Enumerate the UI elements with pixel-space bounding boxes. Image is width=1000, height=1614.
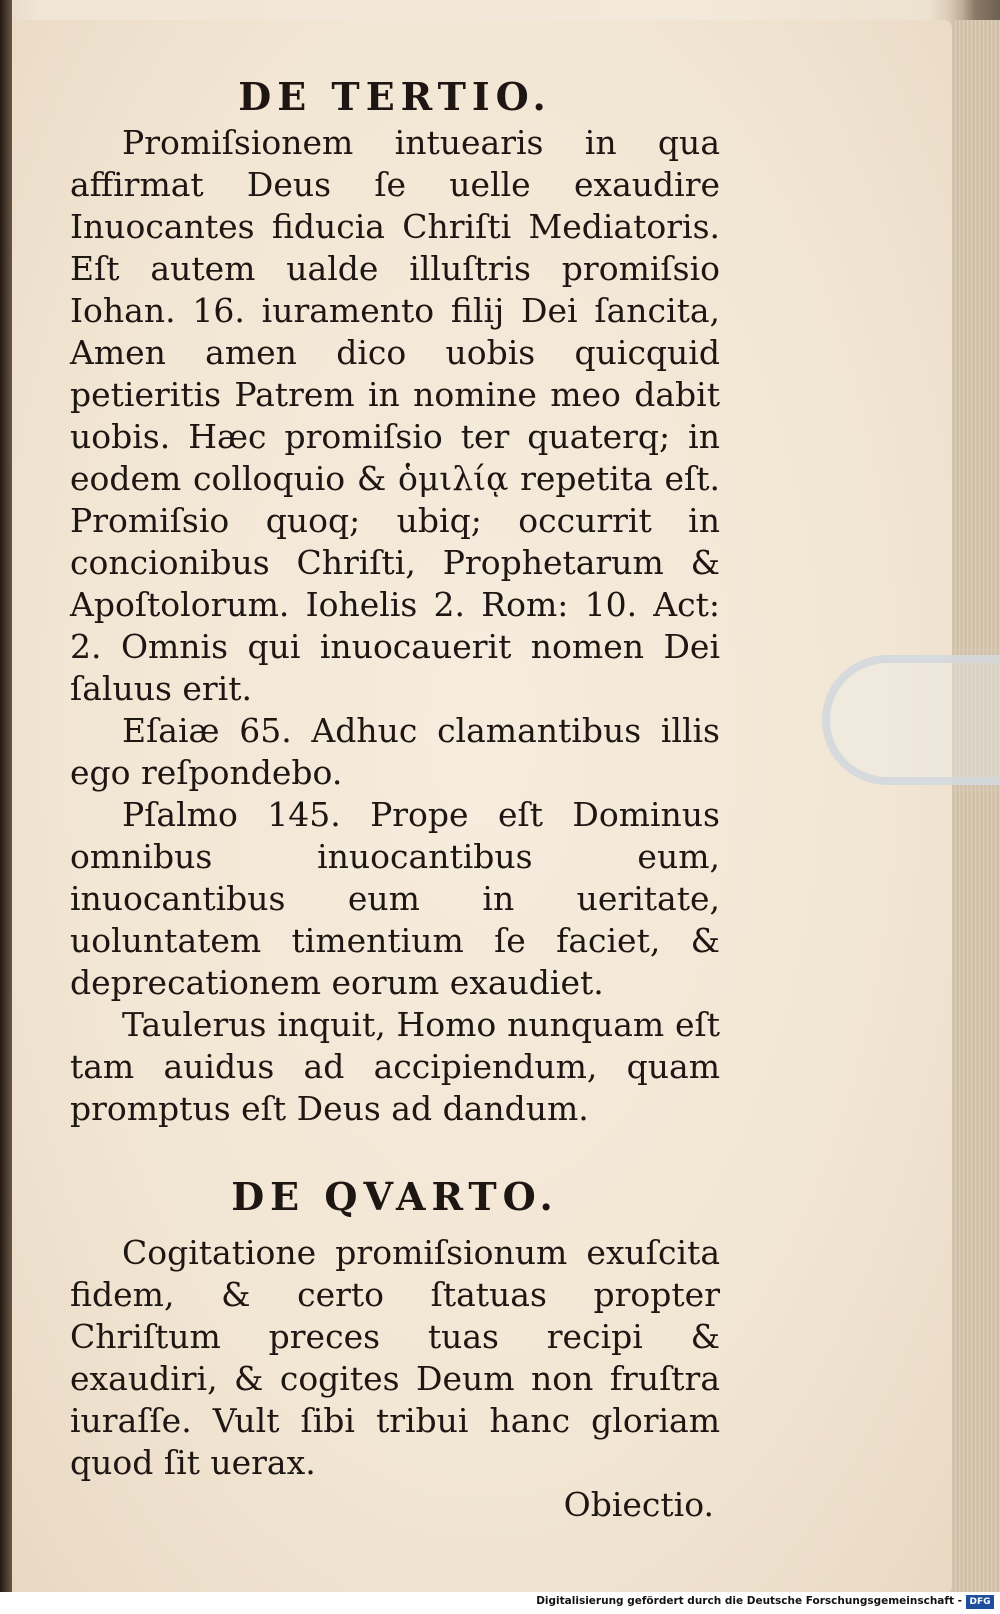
paragraph-taulerus: Taulerus inquit, Homo nunquam eſt tam auidus ad accipiendum, quam promptus eſt Deus ad dandum. [70, 1005, 720, 1128]
dfg-logo: DFG [966, 1595, 994, 1609]
footer-bar [0, 1592, 1000, 1614]
paragraph-promissio: Promiſsionem intuearis in qua affirmat Deus ſe uelle exaudire Inuocantes fiducia Chriſti Mediatoris. Eſt autem ualde illuſtris promiſsio Iohan. 16. iuramento filij Dei ſancita, Amen amen dico uobis quicquid petieritis Patrem in nomine meo dabit uobis. Hæc promiſsio ter quaterq; in eodem colloquio & ὁμιλίᾳ repetita eſt. Promiſsio quoq; ubiq; occurrit in concionibus Chriſti, Prophetarum & Apoſtolorum. Iohelis 2. Rom: 10. Act: 2. Omnis qui inuocauerit nomen Dei ſaluus erit. [70, 123, 720, 708]
section-heading-quarto: DE QVARTO. [231, 1174, 559, 1219]
book-spine-edge [0, 0, 12, 1614]
paragraph-psalmo: Pſalmo 145. Prope eſt Dominus omnibus inuocantibus eum, inuocantibus eum in ueritate, uoluntatem timentium ſe faciet, & deprecationem eorum exaudiet. [70, 795, 720, 1002]
paragraph-esaiae: Eſaiæ 65. Adhuc clamantibus illis ego reſpondebo. [70, 711, 720, 792]
footer-credit: Digitalisierung gefördert durch die Deutsche Forschungsgemeinschaft - [536, 1595, 962, 1607]
page-text [70, 72, 720, 1526]
paragraph-cogitatione: Cogitatione promiſsionum exuſcita fidem, & certo ſtatuas propter Chriſtum preces tuas recipi & exaudiri, & cogites Deum non fruſtra iuraſſe. Vult ſibi tribui hanc gloriam quod ſit uerax. [70, 1233, 720, 1482]
page-stack-edge [952, 20, 1000, 1594]
section-gap [70, 1130, 720, 1172]
section-heading-tertio: DE TERTIO. [238, 74, 552, 119]
catchword: Obiectio. [563, 1485, 714, 1524]
page-clip [822, 655, 1000, 785]
